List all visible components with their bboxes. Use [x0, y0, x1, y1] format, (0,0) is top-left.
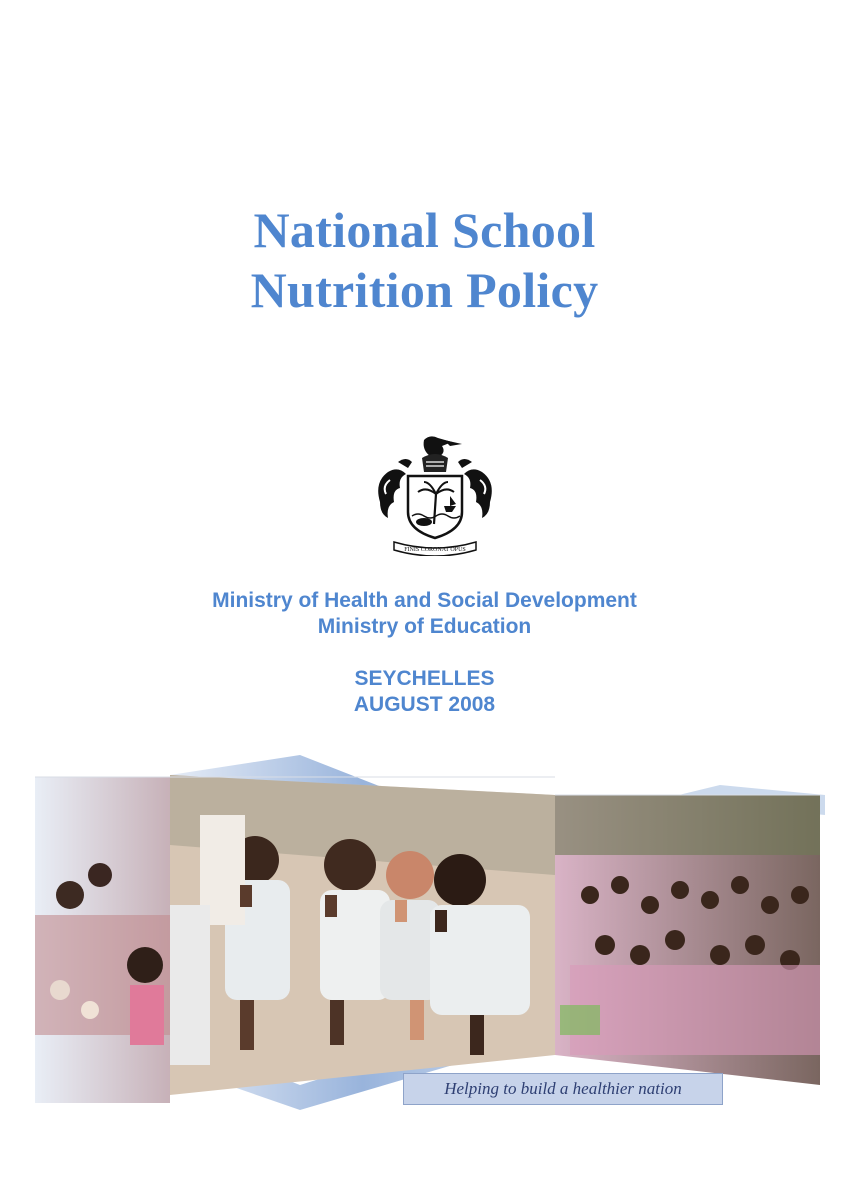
- photo-children-lunch: [35, 777, 170, 1103]
- tagline-box: [403, 1073, 723, 1105]
- country-name: SEYCHELLES: [354, 667, 495, 690]
- photo-collage: [30, 755, 830, 1125]
- ministry-education: Ministry of Education: [317, 615, 532, 638]
- photo-kids-thumbs-up: [170, 775, 555, 1095]
- title-line-1: National School: [253, 202, 596, 258]
- ministry-health: Ministry of Health and Social Development: [212, 589, 637, 612]
- svg-text:FINIS CORONAT OPUS: FINIS CORONAT OPUS: [404, 547, 466, 553]
- title-line-2: Nutrition Policy: [250, 262, 599, 318]
- photo-student-crowd: [555, 795, 820, 1085]
- location-date-block: [0, 666, 849, 718]
- seychelles-coat-of-arms-icon: [372, 432, 498, 556]
- document-title: [0, 200, 849, 320]
- tagline-text: Helping to build a healthier nation: [444, 1079, 682, 1098]
- publication-date: AUGUST 2008: [353, 693, 496, 716]
- ministries-block: [0, 588, 849, 640]
